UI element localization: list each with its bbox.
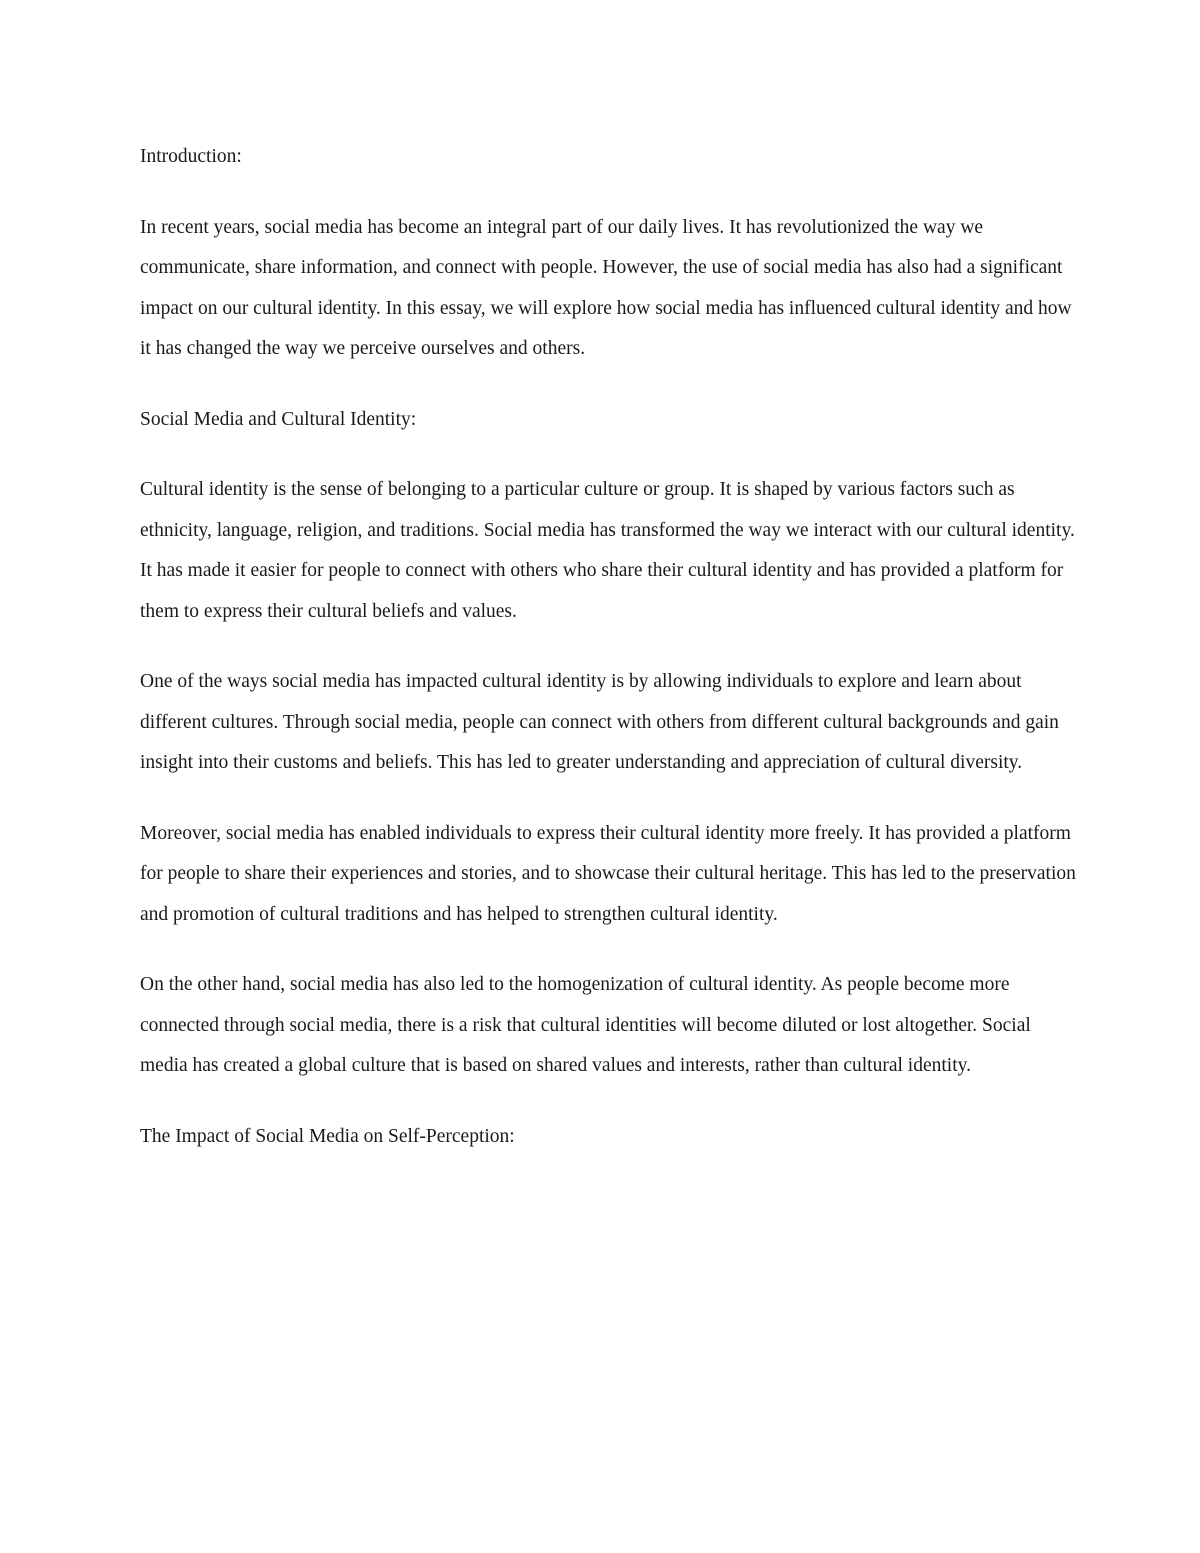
paragraph-homogenization: On the other hand, social media has also led to the homogenization of cultural identity. As people become more connected through social media, there is a risk that cultural identities will become diluted or lost altogether. Social media has created a global culture that is based on shared values and interests, rather than cultural identity. bbox=[140, 974, 1031, 1076]
paragraph-exploring-cultures: One of the ways social media has impacted cultural identity is by allowing individuals to explore and learn about different cultures. Through social media, people can connect with others from different cultural backgrounds and gain insight into their customs and beliefs. This has led to greater understanding and appreciation of cultural diversity. bbox=[140, 671, 1059, 773]
section-heading-introduction: Introduction: bbox=[140, 146, 242, 167]
paragraph-introduction: In recent years, social media has become an integral part of our daily lives. It has revolutionized the way we communicate, share information, and connect with people. However, the use of social media has also had a significant impact on our cultural identity. In this essay, we will explore how social media has influenced cultural identity and how it has changed the way we perceive ourselves and others. bbox=[140, 216, 1072, 359]
document-body bbox=[140, 137, 1080, 1187]
paragraph-cultural-identity-definition: Cultural identity is the sense of belonging to a particular culture or group. It is shaped by various factors such as ethnicity, language, religion, and traditions. Social media has transformed the way we interact with our cultural identity. It has made it easier for people to connect with others who share their cultural identity and has provided a platform for them to express their cultural beliefs and values. bbox=[140, 479, 1075, 622]
section-heading-social-media-cultural-identity: Social Media and Cultural Identity: bbox=[140, 408, 417, 430]
section-heading-self-perception: The Impact of Social Media on Self-Perception: bbox=[140, 1125, 515, 1147]
paragraph-expressing-identity: Moreover, social media has enabled individuals to express their cultural identity more freely. It has provided a platform for people to share their experiences and stories, and to showcase their cultural heritage. This has led to the preservation and promotion of cultural traditions and has helped to strengthen cultural identity. bbox=[140, 822, 1076, 925]
